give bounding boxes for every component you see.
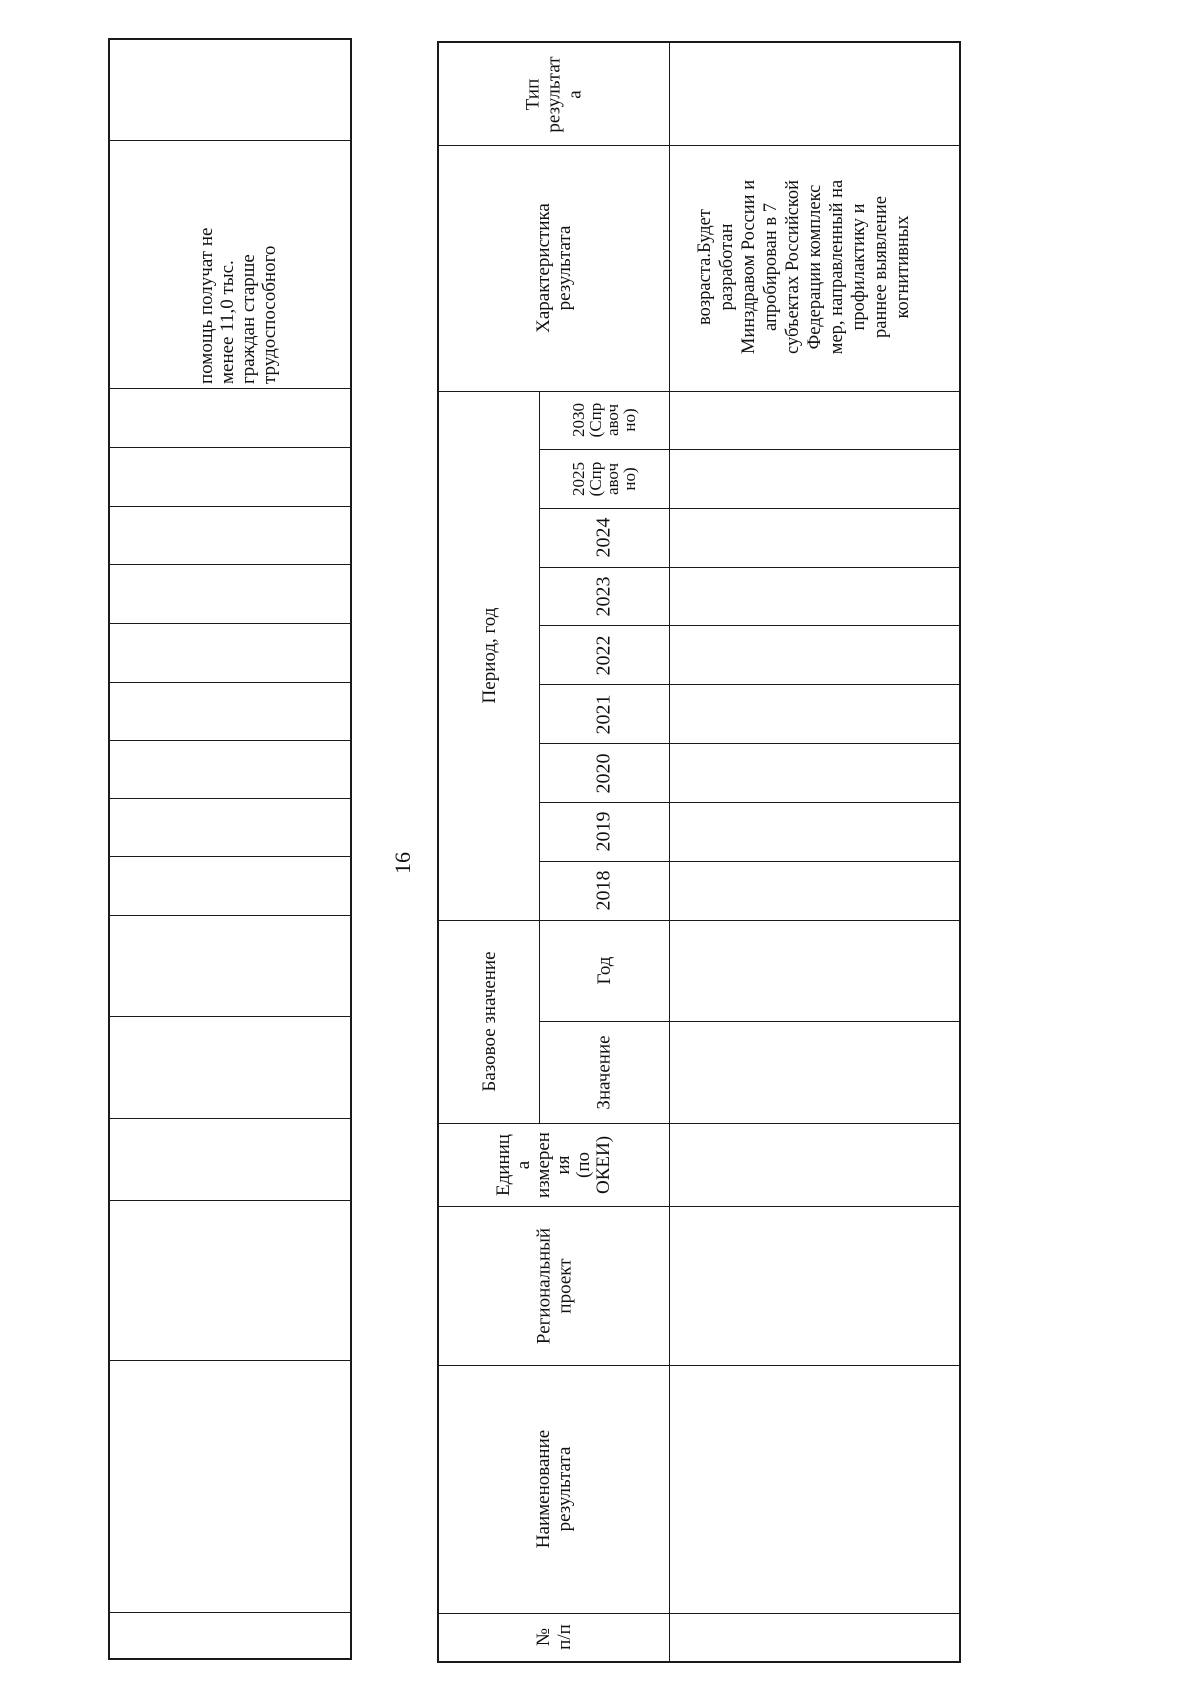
- previous-table-continuation: [108, 38, 352, 1660]
- row-divider: [110, 447, 350, 448]
- header-result-name: Наименование результата: [533, 1429, 575, 1549]
- row-characteristic-text: возраста.Будет разработан Минздравом России и апробирован в 7 субъектах Российской Федерации комплекс мер, направленный на профилактику и раннее выявление когнитивных: [695, 179, 913, 355]
- row-divider: [110, 682, 350, 683]
- row-divider: [110, 506, 350, 507]
- header-year-label: 2023: [592, 576, 615, 617]
- header-year-label: 2020: [592, 753, 615, 794]
- header-year-label: 2019: [592, 811, 615, 852]
- header-year-label: 2018: [592, 870, 615, 911]
- header-unit: Единиц а измерен ия (по ОКЕИ): [493, 1131, 614, 1198]
- row-divider: [110, 388, 350, 389]
- header-base-value: Базовое значение: [478, 951, 500, 1092]
- row-divider: [110, 915, 350, 916]
- header-num: № п/п: [533, 1624, 575, 1650]
- row-divider: [110, 623, 350, 624]
- header-year-label: 2030 (Спр авоч но): [569, 403, 639, 438]
- row-divider: [110, 740, 350, 741]
- row-divider: [110, 798, 350, 799]
- header-year-label: 2022: [592, 635, 615, 676]
- prev-characteristic-cell: [110, 140, 350, 388]
- header-base-value-value: Значение: [593, 1034, 615, 1110]
- header-base-value-year: Год: [593, 956, 615, 985]
- row-divider: [110, 564, 350, 565]
- header-year-label: 2024: [592, 517, 615, 558]
- row-divider: [110, 1360, 350, 1361]
- row-characteristic-cell: [669, 145, 959, 391]
- row-divider: [110, 1118, 350, 1119]
- header-year-label: 2025 (Спр авоч но): [569, 461, 639, 497]
- header-year-8: [539, 391, 669, 450]
- row-divider: [110, 1200, 350, 1201]
- prev-characteristic-text: помощь получат не менее 11,0 тыс. граждан старше трудоспособного: [196, 227, 280, 384]
- results-table: [437, 41, 961, 1663]
- row-divider: [110, 856, 350, 857]
- header-result-type: Тип результат а: [522, 55, 586, 133]
- header-year-label: 2021: [592, 694, 615, 735]
- row-divider: [110, 1016, 350, 1017]
- header-regional-project: Региональный проект: [533, 1227, 575, 1344]
- row-divider: [110, 1612, 350, 1613]
- page-number: 16: [390, 852, 415, 874]
- header-characteristic: Характеристика результата: [533, 203, 575, 333]
- header-period: Период, год: [478, 607, 500, 704]
